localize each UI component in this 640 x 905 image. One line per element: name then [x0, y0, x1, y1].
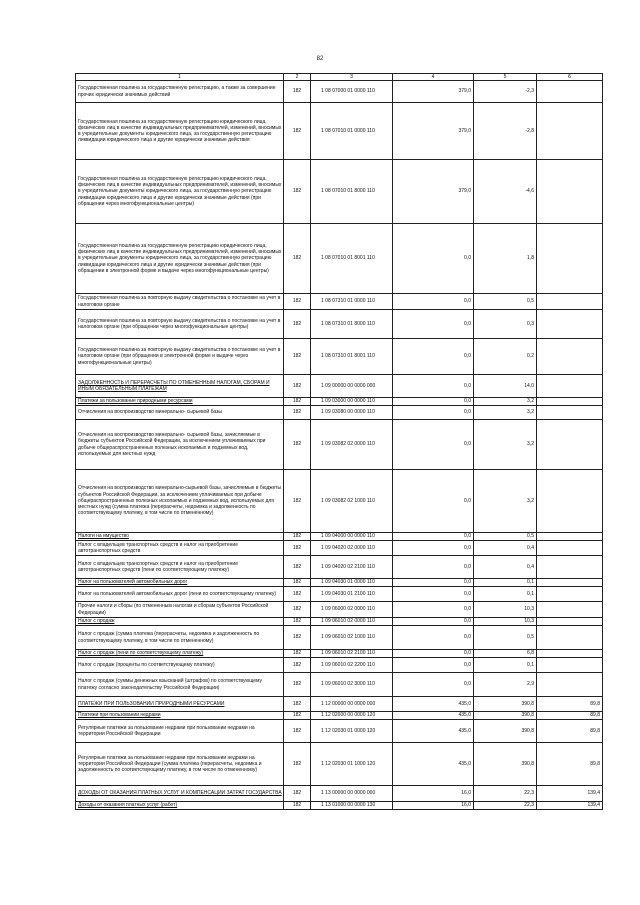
row-percent-cell: [537, 160, 603, 224]
row-name-cell: Государственная пошлина за государственную регистрацию юридического лица, физических лиц в качестве индивидуальных предпринимателей, изменений, вносимых в учредительные документы юридического лица, за государственную регистрацию ликвидации юридического лица и другие юридически значимые действия: [76, 103, 284, 160]
row-budget-code-cell: 1 09 03082 02 1000 110: [311, 470, 393, 533]
row-percent-cell: [537, 556, 603, 579]
table-row: [76, 294, 603, 310]
row-admin-code-cell: 182: [284, 533, 311, 541]
table-row: [76, 618, 603, 626]
row-admin-code-cell: 182: [284, 339, 311, 375]
row-name-cell: Прочие налоги и сборы (по отмененным налогам и сборам субъектов Российской Федерации): [76, 602, 284, 618]
row-plan-cell: 435,0: [393, 743, 474, 786]
row-admin-code-cell: 182: [284, 81, 311, 103]
row-percent-cell: [537, 626, 603, 650]
row-fact-cell: 0,1: [474, 587, 537, 602]
row-budget-code-cell: 1 09 03082 02 0000 110: [311, 420, 393, 470]
row-admin-code-cell: 182: [284, 673, 311, 697]
row-percent-cell: [537, 587, 603, 602]
row-budget-code-cell: 1 12 00000 00 0000 000: [311, 697, 393, 712]
row-admin-code-cell: 182: [284, 541, 311, 556]
column-header: 3: [311, 74, 393, 81]
table-header-row: [76, 74, 603, 81]
row-plan-cell: 0,0: [393, 650, 474, 658]
row-name-cell: Налоги на имущество: [76, 533, 284, 541]
row-admin-code-cell: 182: [284, 697, 311, 712]
row-percent-cell: [537, 224, 603, 294]
row-fact-cell: 3,2: [474, 470, 537, 533]
row-budget-code-cell: 1 08 07010 01 8001 110: [311, 224, 393, 294]
row-plan-cell: 0,0: [393, 310, 474, 339]
row-name-cell: Отчисления на воспроизводство минерально- сырьевой базы: [76, 406, 284, 420]
row-fact-cell: 0,1: [474, 579, 537, 587]
row-name-cell: Отчисления на воспроизводство минерально-сырьевой базы, зачисляемые в бюджеты субъектов Российской Федерации, за исключением уплачиваемых при добыче общераспространенных полезных ископаемых и подземных вод, используемых для местных нужд (сумма платежа (перерасчеты, недоимка и задолженность по соответствующему платежу, в том числе по отмененному): [76, 470, 284, 533]
row-fact-cell: -4,6: [474, 160, 537, 224]
row-plan-cell: 0,0: [393, 294, 474, 310]
page-number: 82: [316, 56, 324, 62]
row-name-cell: Регулярные платежи за пользование недрами при пользовании недрами на территории Российской Федерации: [76, 720, 284, 743]
row-name-cell: Налог на пользователей автомобильных дорог: [76, 579, 284, 587]
table-row: [76, 541, 603, 556]
row-plan-cell: 0,0: [393, 541, 474, 556]
row-fact-cell: 0,5: [474, 626, 537, 650]
row-fact-cell: 0,4: [474, 541, 537, 556]
row-percent-cell: 139,4: [537, 802, 603, 810]
row-name-cell: Регулярные платежи за пользование недрами при пользовании недрами на территории Российской Федерации (сумма платежа (перерасчеты, недоимка и задолженность по соответствующему платежу, в том числе по отмененному): [76, 743, 284, 786]
row-percent-cell: [537, 579, 603, 587]
row-budget-code-cell: 1 12 02030 01 1000 120: [311, 743, 393, 786]
row-plan-cell: 0,0: [393, 224, 474, 294]
row-admin-code-cell: 182: [284, 650, 311, 658]
row-percent-cell: [537, 406, 603, 420]
row-fact-cell: 3,2: [474, 420, 537, 470]
row-fact-cell: 0,5: [474, 533, 537, 541]
row-name-cell: Государственная пошлина за повторную выдачу свидетельства о постановке на учет в налоговом органе: [76, 294, 284, 310]
row-admin-code-cell: 182: [284, 720, 311, 743]
row-plan-cell: 435,0: [393, 712, 474, 720]
row-name-cell: Налог на пользователей автомобильных дорог (пени по соответствующему платежу): [76, 587, 284, 602]
row-admin-code-cell: 182: [284, 602, 311, 618]
row-fact-cell: 22,3: [474, 786, 537, 802]
row-name-cell: ПЛАТЕЖИ ПРИ ПОЛЬЗОВАНИИ ПРИРОДНЫМИ РЕСУРСАМИ: [76, 697, 284, 712]
table-row: [76, 650, 603, 658]
row-percent-cell: [537, 533, 603, 541]
column-header: 5: [474, 74, 537, 81]
row-budget-code-cell: 1 12 02030 01 0000 120: [311, 720, 393, 743]
row-budget-code-cell: 1 09 04020 02 2100 110: [311, 556, 393, 579]
row-budget-code-cell: 1 09 04020 02 0000 110: [311, 541, 393, 556]
table-row: [76, 81, 603, 103]
row-budget-code-cell: 1 08 07310 01 8000 110: [311, 310, 393, 339]
row-plan-cell: 0,0: [393, 339, 474, 375]
row-percent-cell: 139,4: [537, 786, 603, 802]
table-row: [76, 160, 603, 224]
row-admin-code-cell: 182: [284, 294, 311, 310]
row-name-cell: Налог с продаж (проценты по соответствующему платежу): [76, 658, 284, 673]
row-admin-code-cell: 182: [284, 406, 311, 420]
row-plan-cell: 379,0: [393, 103, 474, 160]
row-fact-cell: 1,8: [474, 224, 537, 294]
table-row: [76, 375, 603, 398]
row-name-cell: Налог с владельцев транспортных средств и налог на приобретение автотранспортных средств (пени по соответствующему платежу): [76, 556, 284, 579]
row-fact-cell: 3,2: [474, 406, 537, 420]
row-fact-cell: 390,8: [474, 712, 537, 720]
table-row: [76, 103, 603, 160]
row-fact-cell: 10,3: [474, 618, 537, 626]
table-row: [76, 786, 603, 802]
row-plan-cell: 435,0: [393, 697, 474, 712]
row-fact-cell: 6,8: [474, 650, 537, 658]
table-row: [76, 658, 603, 673]
column-header: 1: [76, 74, 284, 81]
row-fact-cell: 2,9: [474, 673, 537, 697]
row-budget-code-cell: 1 09 06010 02 1000 110: [311, 626, 393, 650]
row-name-cell: Отчисления на воспроизводство минерально- сырьевой базы, зачисляемые в бюджеты субъектов Российской Федерации, за исключением уплачиваемых при добыче общераспространенных полезных ископаемых и подземных вод, используемых для местных нужд: [76, 420, 284, 470]
row-percent-cell: [537, 541, 603, 556]
table-row: [76, 626, 603, 650]
row-budget-code-cell: 1 09 04030 01 2100 110: [311, 587, 393, 602]
row-plan-cell: 379,0: [393, 81, 474, 103]
row-budget-code-cell: 1 12 02000 00 0000 120: [311, 712, 393, 720]
row-fact-cell: 0,4: [474, 556, 537, 579]
row-plan-cell: 0,0: [393, 375, 474, 398]
row-budget-code-cell: 1 09 03000 00 0000 110: [311, 398, 393, 406]
row-fact-cell: 14,0: [474, 375, 537, 398]
row-admin-code-cell: 182: [284, 310, 311, 339]
row-budget-code-cell: 1 08 07000 01 0000 110: [311, 81, 393, 103]
row-plan-cell: 16,0: [393, 786, 474, 802]
row-admin-code-cell: 182: [284, 160, 311, 224]
row-percent-cell: [537, 339, 603, 375]
table-row: [76, 398, 603, 406]
row-name-cell: Налог с продаж (сумма платежа (перерасчеты, недоимка и задолженность по соответствующему платежу, в том числе по отмененному): [76, 626, 284, 650]
row-fact-cell: -2,8: [474, 103, 537, 160]
row-admin-code-cell: 182: [284, 587, 311, 602]
row-percent-cell: 89,8: [537, 720, 603, 743]
row-admin-code-cell: 182: [284, 375, 311, 398]
row-name-cell: Государственная пошлина за повторную выдачу свидетельства о постановке на учет в налоговом органе (при обращении в электронной форме и выдаче через многофункциональные центры): [76, 339, 284, 375]
row-admin-code-cell: 182: [284, 420, 311, 470]
row-budget-code-cell: 1 09 04000 00 0000 110: [311, 533, 393, 541]
row-admin-code-cell: 182: [284, 618, 311, 626]
row-fact-cell: 22,3: [474, 802, 537, 810]
row-fact-cell: 3,2: [474, 398, 537, 406]
row-fact-cell: 0,2: [474, 339, 537, 375]
row-name-cell: Налог с владельцев транспортных средств и налог на приобретение автотранспортных средств: [76, 541, 284, 556]
table-row: [76, 602, 603, 618]
row-name-cell: Государственная пошлина за государственную регистрацию юридического лица, физических лиц в качестве индивидуальных предпринимателей, изменений, вносимых в учредительные документы юридического лица, за государственную регистрацию ликвидации юридического лица и другие юридически значимые действия (при обращении в электронной форме и выдаче через многофункциональные центры): [76, 224, 284, 294]
table-row: [76, 339, 603, 375]
row-admin-code-cell: 182: [284, 579, 311, 587]
table-row: [76, 720, 603, 743]
row-budget-code-cell: 1 09 04030 01 0000 110: [311, 579, 393, 587]
row-percent-cell: [537, 294, 603, 310]
row-admin-code-cell: 182: [284, 398, 311, 406]
row-fact-cell: 390,8: [474, 697, 537, 712]
row-percent-cell: [537, 103, 603, 160]
row-budget-code-cell: 1 08 07310 01 8001 110: [311, 339, 393, 375]
row-budget-code-cell: 1 13 00000 00 0000 000: [311, 786, 393, 802]
row-percent-cell: [537, 618, 603, 626]
row-plan-cell: 435,0: [393, 720, 474, 743]
row-percent-cell: [537, 81, 603, 103]
table-row: [76, 470, 603, 533]
row-percent-cell: [537, 650, 603, 658]
row-budget-code-cell: 1 09 06010 02 2100 110: [311, 650, 393, 658]
row-plan-cell: 0,0: [393, 579, 474, 587]
row-name-cell: Государственная пошлина за государственную регистрацию, а также за совершение прочих юридически значимых действий: [76, 81, 284, 103]
row-admin-code-cell: 182: [284, 556, 311, 579]
row-budget-code-cell: 1 09 03080 00 0000 110: [311, 406, 393, 420]
row-admin-code-cell: 182: [284, 103, 311, 160]
row-budget-code-cell: 1 08 07010 01 8000 110: [311, 160, 393, 224]
row-plan-cell: 0,0: [393, 626, 474, 650]
table-row: [76, 310, 603, 339]
row-plan-cell: 0,0: [393, 420, 474, 470]
revenue-table: [75, 73, 603, 810]
column-header: 4: [393, 74, 474, 81]
row-percent-cell: [537, 658, 603, 673]
row-name-cell: Государственная пошлина за государственную регистрацию юридического лица, физических лиц в качестве индивидуальных предпринимателей, изменений, вносимых в учредительные документы юридического лица, за государственную регистрацию ликвидации юридического лица и другие юридически значимые действия (при обращении через многофункциональные центры): [76, 160, 284, 224]
row-percent-cell: [537, 398, 603, 406]
row-plan-cell: 0,0: [393, 602, 474, 618]
table-row: [76, 802, 603, 810]
row-budget-code-cell: 1 09 06010 02 2200 110: [311, 658, 393, 673]
row-plan-cell: 0,0: [393, 533, 474, 541]
row-percent-cell: [537, 673, 603, 697]
row-admin-code-cell: 182: [284, 712, 311, 720]
row-name-cell: Налог с продаж: [76, 618, 284, 626]
row-fact-cell: 390,8: [474, 720, 537, 743]
row-percent-cell: 89,8: [537, 712, 603, 720]
row-plan-cell: 0,0: [393, 556, 474, 579]
table-row: [76, 533, 603, 541]
table-row: [76, 556, 603, 579]
table-row: [76, 587, 603, 602]
column-header: 6: [537, 74, 603, 81]
row-admin-code-cell: 182: [284, 224, 311, 294]
row-fact-cell: 0,1: [474, 658, 537, 673]
row-admin-code-cell: 182: [284, 802, 311, 810]
row-admin-code-cell: 182: [284, 470, 311, 533]
row-percent-cell: [537, 375, 603, 398]
row-percent-cell: [537, 310, 603, 339]
table-row: [76, 224, 603, 294]
row-plan-cell: 0,0: [393, 398, 474, 406]
row-plan-cell: 0,0: [393, 658, 474, 673]
row-name-cell: Платежи за пользование природными ресурсами: [76, 398, 284, 406]
row-name-cell: Доходы от оказания платных услуг (работ): [76, 802, 284, 810]
row-fact-cell: 0,3: [474, 310, 537, 339]
row-admin-code-cell: 182: [284, 743, 311, 786]
row-admin-code-cell: 182: [284, 658, 311, 673]
table-row: [76, 712, 603, 720]
table-row: [76, 406, 603, 420]
column-header: 2: [284, 74, 311, 81]
row-name-cell: ДОХОДЫ ОТ ОКАЗАНИЯ ПЛАТНЫХ УСЛУГ И КОМПЕНСАЦИИ ЗАТРАТ ГОСУДАРСТВА: [76, 786, 284, 802]
row-plan-cell: 0,0: [393, 587, 474, 602]
row-budget-code-cell: 1 09 06010 02 0000 110: [311, 618, 393, 626]
table-row: [76, 579, 603, 587]
row-percent-cell: [537, 470, 603, 533]
row-percent-cell: [537, 602, 603, 618]
row-fact-cell: 390,8: [474, 743, 537, 786]
row-name-cell: Государственная пошлина за повторную выдачу свидетельства о постановке на учет в налоговом органе (при обращении через многофункциональные центры): [76, 310, 284, 339]
row-budget-code-cell: 1 09 06010 02 3000 110: [311, 673, 393, 697]
row-plan-cell: 0,0: [393, 618, 474, 626]
table-row: [76, 743, 603, 786]
row-percent-cell: [537, 420, 603, 470]
row-budget-code-cell: 1 09 00000 00 0000 000: [311, 375, 393, 398]
table-row: [76, 697, 603, 712]
row-admin-code-cell: 182: [284, 786, 311, 802]
row-budget-code-cell: 1 08 07010 01 0000 110: [311, 103, 393, 160]
row-plan-cell: 379,0: [393, 160, 474, 224]
table-row: [76, 420, 603, 470]
row-name-cell: Платежи при пользовании недрами: [76, 712, 284, 720]
row-name-cell: ЗАДОЛЖЕННОСТЬ И ПЕРЕРАСЧЕТЫ ПО ОТМЕНЕННЫМ НАЛОГАМ, СБОРАМ И ИНЫМ ОБЯЗАТЕЛЬНЫМ ПЛАТЕЖАМ: [76, 375, 284, 398]
row-plan-cell: 0,0: [393, 406, 474, 420]
row-budget-code-cell: 1 08 07310 01 0000 110: [311, 294, 393, 310]
row-percent-cell: 89,8: [537, 697, 603, 712]
row-budget-code-cell: 1 13 01000 00 0000 130: [311, 802, 393, 810]
row-plan-cell: 16,0: [393, 802, 474, 810]
row-budget-code-cell: 1 09 06000 02 0000 110: [311, 602, 393, 618]
row-name-cell: Налог с продаж (суммы денежных взысканий (штрафов) по соответствующему платежу согласно законодательству Российской Федерации): [76, 673, 284, 697]
row-plan-cell: 0,0: [393, 470, 474, 533]
row-fact-cell: -2,3: [474, 81, 537, 103]
row-plan-cell: 0,0: [393, 673, 474, 697]
row-fact-cell: 0,5: [474, 294, 537, 310]
row-admin-code-cell: 182: [284, 626, 311, 650]
row-fact-cell: 10,3: [474, 602, 537, 618]
row-percent-cell: 89,8: [537, 743, 603, 786]
table-row: [76, 673, 603, 697]
row-name-cell: Налог с продаж (пени по соответствующему платежу): [76, 650, 284, 658]
